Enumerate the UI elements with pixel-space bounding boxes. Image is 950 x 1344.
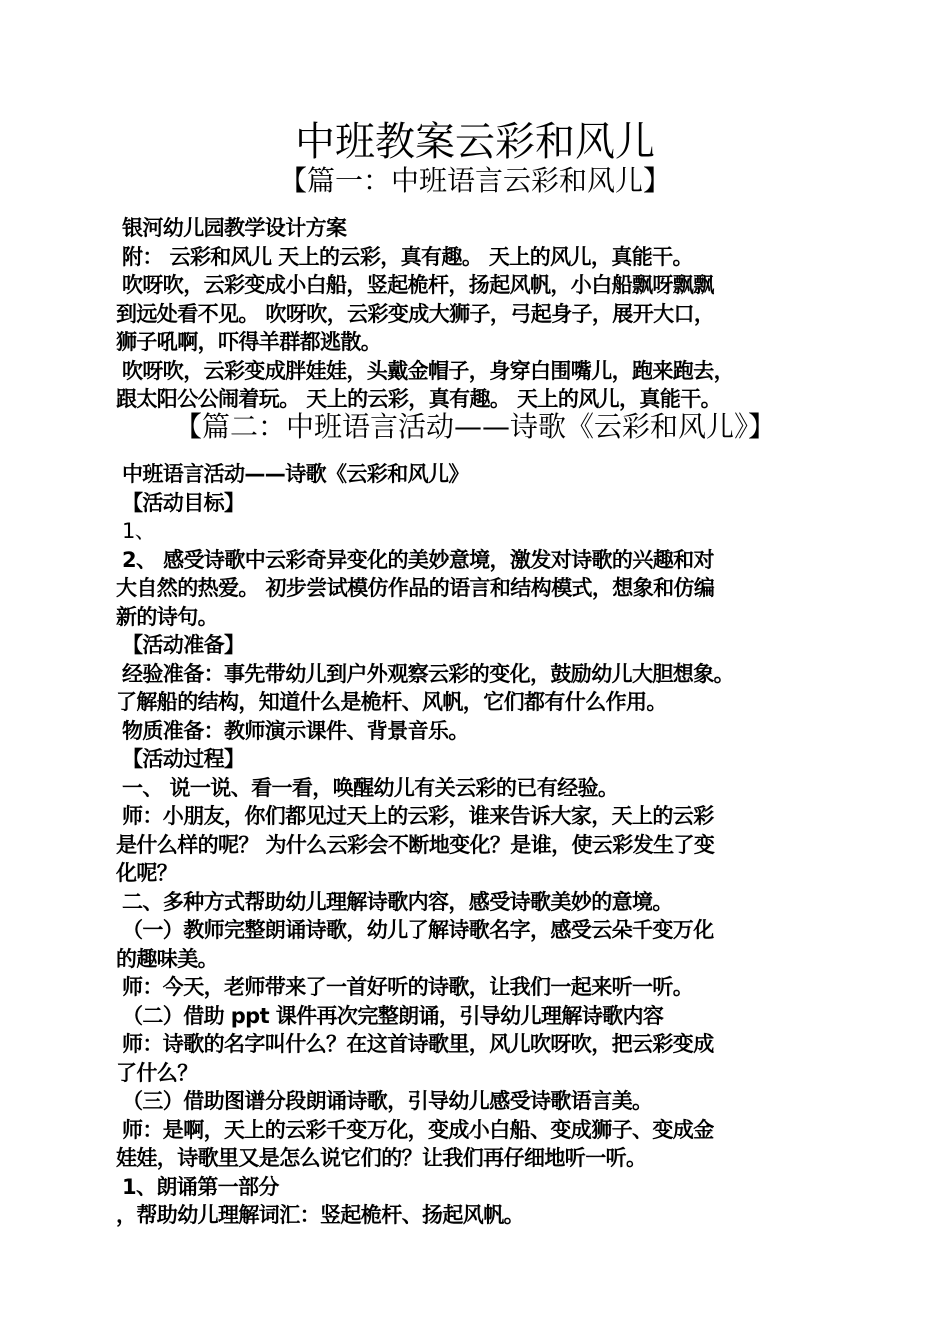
document-title: 中班教案云彩和风儿 xyxy=(295,119,655,165)
part2-line: 【活动目标】 xyxy=(122,490,245,515)
part2-heading: 【篇二：中班语言活动——诗歌《云彩和风儿》】 xyxy=(173,410,776,443)
part2-line: 师：诗歌的名字叫什么？在这首诗歌里，风儿吹呀吹，把云彩变成 xyxy=(122,1032,714,1056)
part2-line: ，帮助幼儿理解词汇：竖起桅杆、扬起风帆。 xyxy=(116,1203,524,1227)
part2-line: 中班语言活动——诗歌《云彩和风儿》 xyxy=(122,462,469,486)
part2-line: 师：小朋友，你们都见过天上的云彩，谁来告诉大家，天上的云彩 xyxy=(122,804,714,828)
part2-line: 物质准备：教师演示课件、背景音乐。 xyxy=(122,718,469,743)
part2-line: 师：今天，老师带来了一首好听的诗歌，让我们一起来听一听。 xyxy=(122,975,694,999)
part1-line: 银河幼儿园教学设计方案 xyxy=(122,216,347,240)
part2-line: 是什么样的呢？ 为什么云彩会不断地变化？是谁，使云彩发生了变 xyxy=(116,832,715,857)
part2-body xyxy=(116,460,836,1230)
part2-line: 娃娃，诗歌里又是怎么说它们的？让我们再仔细地听一听。 xyxy=(116,1146,647,1170)
part1-body xyxy=(116,214,836,414)
part2-line: （三）借助图谱分段朗诵诗歌，引导幼儿感受诗歌语言美。 xyxy=(122,1089,653,1113)
part1-line: 附： 云彩和风儿 天上的云彩，真有趣。 天上的风儿，真能干。 xyxy=(122,244,693,269)
part1-heading: 【篇一：中班语言云彩和风儿】 xyxy=(278,164,671,197)
part1-line: 吹呀吹，云彩变成胖娃娃，头戴金帽子，身穿白围嘴儿，跑来跑去， xyxy=(122,358,734,383)
part1-line: 跟太阳公公闹着玩。 天上的云彩，真有趣。 天上的风儿，真能干。 xyxy=(116,387,722,411)
part2-line: 【活动过程】 xyxy=(122,747,245,771)
part2-line: 新的诗句。 xyxy=(116,604,218,629)
part2-line: 二、多种方式帮助幼儿理解诗歌内容，感受诗歌美妙的意境。 xyxy=(122,889,673,914)
part2-line: 大自然的热爱。 初步尝试模仿作品的语言和结构模式，想象和仿编 xyxy=(116,576,715,600)
part2-line: 化呢？ xyxy=(116,861,178,885)
part2-line: 一、 说一说、看一看，唤醒幼儿有关云彩的已有经验。 xyxy=(122,775,619,800)
part2-line: 【活动准备】 xyxy=(122,633,245,657)
part2-line: 了什么？ xyxy=(116,1060,198,1085)
part2-line: 经验准备：事先带幼儿到户外观察云彩的变化，鼓励幼儿大胆想象。 xyxy=(122,661,734,686)
part2-line: 2、 感受诗歌中云彩奇异变化的美妙意境，激发对诗歌的兴趣和对 xyxy=(122,547,714,572)
part2-line: （二）借助 ppt 课件再次完整朗诵，引导幼儿理解诗歌内容 xyxy=(122,1003,664,1028)
part2-line: 1、朗诵第一部分 xyxy=(122,1174,279,1199)
part2-line: 了解船的结构，知道什么是桅杆、风帆，它们都有什么作用。 xyxy=(116,690,667,714)
part1-line: 狮子吼啊，吓得羊群都逃散。 xyxy=(116,330,382,354)
part1-line: 到远处看不见。 吹呀吹，云彩变成大狮子，弓起身子，展开大口， xyxy=(116,301,715,326)
part2-line: 1、 xyxy=(122,519,156,543)
part2-line: 的趣味美。 xyxy=(116,946,218,971)
part2-line: （一）教师完整朗诵诗歌，幼儿了解诗歌名字，感受云朵千变万化 xyxy=(122,918,714,942)
part1-line: 吹呀吹，云彩变成小白船，竖起桅杆，扬起风帆，小白船飘呀飘飘 xyxy=(122,273,714,297)
part2-line: 师：是啊，天上的云彩千变万化，变成小白船、变成狮子、变成金 xyxy=(122,1117,714,1142)
